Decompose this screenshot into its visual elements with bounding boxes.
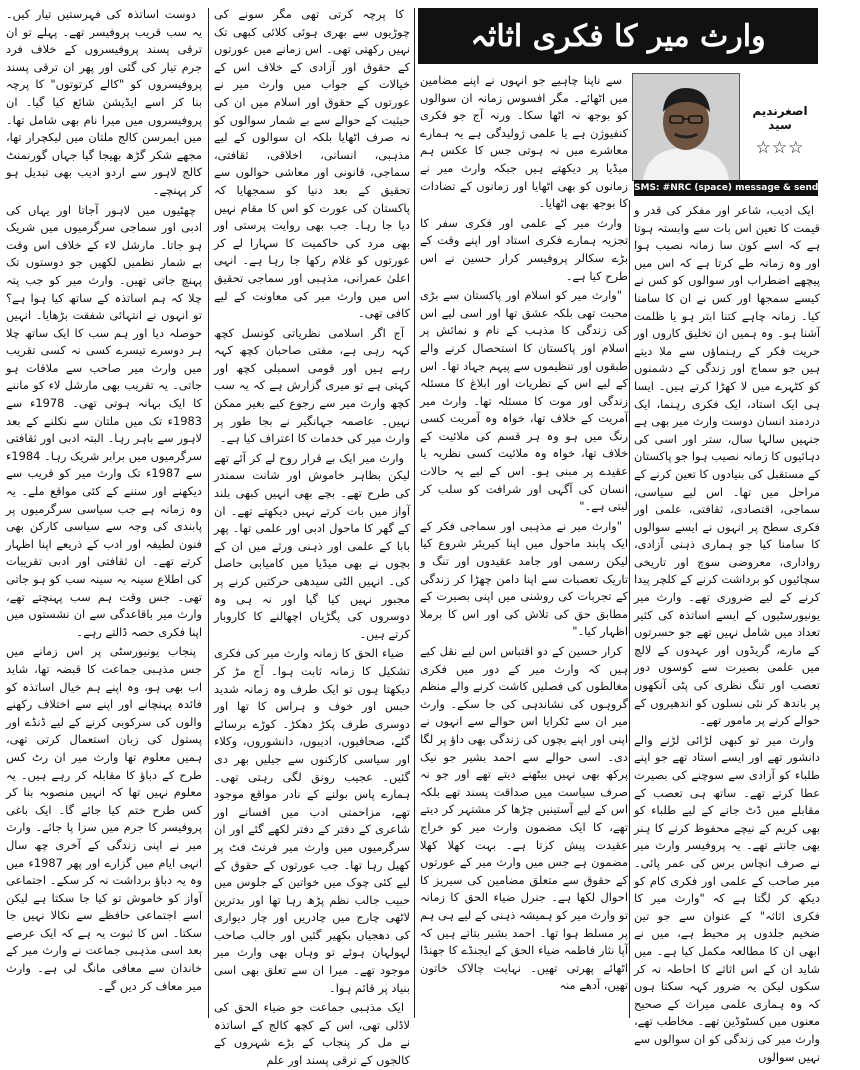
column-2-paragraph: آج اگر اسلامی نظریاتی کونسل کچھ کہہ رہی ہے، مفتی صاحبان کچھ کہہ رہے ہیں اور قومی اسمبلی کچھ اور کہتی ہے تو میری گزارش ہے کہ یہ سب کچھ وارث میر سے رجوع کیے بغیر ممکن نہیں۔ عاصمہ جہانگیر نے بجا طور پر وارث میر کی خدمات کا اعتراف کیا ہے۔ [214, 325, 410, 446]
author-photo [632, 73, 740, 181]
author-name: اصغرندیم سید [752, 104, 808, 132]
column-divider [208, 8, 209, 1018]
author-portrait-image [633, 74, 739, 180]
headline-banner [418, 8, 818, 64]
column-2-paragraph: ضیاء الحق کا زمانہ وارث میر کی فکری تشکیل کا زمانہ ثابت ہوا۔ آج مڑ کر دیکھتا ہوں تو ایک طرف وہ زمانہ شدید حبس اور خوف و ہراس کا تھا اور دوسری طرف پکڑ دھکڑ۔ کوڑے برسائے گئے، صحافیوں، ادیبوں، دانشوروں، وکلاء اور سیاسی کارکنوں سے جیلیں بھر دی گئیں۔ عجیب رونق لگی رہتی تھی۔ ہمارے پاس بولنے کے نادر مواقع موجود تھے، مزاحمتی ادب میں افسانے اور شاعری کے دفتر کے دفتر لکھے گئے اور ان سرگرمیوں میں وارث میر فرنٹ فٹ پر کھیل رہا تھا۔ جب عورتوں کے حقوق کے لیے کئی چوک میں خواتین کے جلوس میں حبیب جالب نظم پڑھ رہا تھا اور بدترین لاٹھی چارج میں چادریں اور چار دیواری کی دھجیاں بکھیر گئیں اور جالب صاحب لہولہان ہوئے تو وہاں بھی وارث میر موجود تھے۔ میرا ان سے تعلق بھی اسی بنیاد پر قائم ہوا۔ [214, 646, 410, 995]
column-3-paragraph: سے ناپنا چاہیے جو انہوں نے اپنے مضامین میں اٹھائے۔ مگر افسوس زمانہ ان سوالوں کو بوجھ نہ اٹھا سکا۔ ورنہ آج جو فکری کنفیوژن ہے یا علمی ژولیدگی ہے یہ ہمارے معاشرے میں نہ ہوتی جس کا عکس ہم میڈیا پر دیکھتے ہیں جبکہ وارث میر نے زمانوں کو بھی اٹھایا اور زمانوں کے تضادات کا بوجھ بھی اٹھایا۔ [420, 73, 628, 211]
column-3-paragraph: کرار حسین کے دو اقتباس اس لیے نقل کیے ہیں کہ وارث میر کے دور میں فکری مغالطوں کی فصلیں کاشت کرنے والے منظم گروہوں کی نشاندہی کی جا سکے۔ وارث میر ان سے ٹکرایا اس حوالے سے انہوں نے اپنی اور اپنے بچوں کی زندگی بھی داؤ پر لگا دی۔ اسی حوالے سے احمد بشیر جو نیک پرکھ بھی نہیں بیٹھنے دیتے تھے اور جو نہ صرف سیاست میں صداقت پسند تھے بلکہ اس کے لیے آستینیں چڑھا کر مشتہر کر دیتے تھے، کا ایک مضمون وارث میر کو خراج عقیدت پیش کرتا ہے۔ بہت کھلا کھلا مضمون ہے جس میں وارث میر کے عورتوں کے حقوق سے متعلق مضامین کی سیریز کا احوال لکھا ہے۔ جنرل ضیاء الحق کا زمانہ تو وارث میر کو ہمیشہ ذہنی کے لیے ہی ہم پر مسلط ہوا تھا۔ احمد بشیر بتاتے ہیں کہ آپا نثار فاطمہ ضیاء الحق کے ایجنڈے کا جھنڈا اٹھائے پھرتی تھیں۔ نہایت چالاک خاتون تھیں، آدھے منہ [420, 644, 628, 993]
column-divider [414, 8, 415, 1018]
column-1-paragraph: چھٹیوں میں لاہور آجاتا اور یہاں کی ادبی اور سماجی سرگرمیوں میں شریک ہو جاتا۔ مارشل لاء کے خلاف اس وقت بے شمار نظمیں لکھیں جو دوستوں تک پہنچ جاتی تھیں۔ وارث میر کو جب پتہ چلا کہ ہم اساتذہ کے ساتھ کیا ہوا ہے؟ تو انہوں نے انتہائی شفقت بڑھایا۔ انہیں حوصلہ دیا اور ہم سب کا ایک ساتھ چلا ہر دوسرے تیسرے کسی نہ کسی تقریب میں وارث میر صاحب سے ملاقات ہو جاتی۔ یہ تقریب بھی مارشل لاء کو ماننے کا ایک بہانہ ہوتی تھی۔ 1978ء سے 1983ء تک میں ملتان سے نکلنے کے بعد لاہور سے باہر رہا۔ البتہ ادبی اور ثقافتی سرگرمیوں میں برابر شریک رہا۔ 1984ء سے 1987ء تک وارث میر کو قریب سے دیکھنے اور سننے کے کئی مواقع ملے۔ یہ وہ زمانہ ہے جب سیاسی سرگرمیوں پر پابندی کی وجہ سے سیاسی کارکن بھی فنون لطیفہ اور ادب کے ذریعے اپنا اظہار کرتے تھے۔ ان ثقافتی اور ادبی تقریبات کی اطلاع سینہ بہ سینہ سب کو ہو جاتی تھی۔ جس وقت ہم سب پہنچتے تھے، وارث میر باقاعدگی سے ان نشستوں میں اپنا فکری حصہ ڈالتے رہے۔ [6, 202, 203, 639]
column-3-paragraph: وارث میر کے علمی اور فکری سفر کا تجزیہ ہمارے فکری استاد اور اپنے وقت کے بڑے سکالر پروفیسر کرار حسین نے اس طرح کیا ہے۔ [420, 215, 628, 283]
column-2-paragraph: ایک مذہبی جماعت جو ضیاء الحق کی لاڈلی تھی، اس کے کچھ کالج کے اساتذہ نے مل کر پنجاب کے بڑے شہروں کے کالجوں کے ترقی پسند اور علم [214, 1000, 410, 1068]
sms-info-strip: SMS: #NRC (space) message & send to 8001 [634, 180, 818, 196]
column-1-paragraph: پنجاب یونیورسٹی پر اس زمانے میں جس مذہبی جماعت کا قبضہ تھا، شاید اب بھی ہو، وہ اپنے ہم خیال اساتذہ کو فائدہ پہنچانے اور اپنے سے اختلاف رکھنے والوں کی سرکوبی کرنے کے لیے ڈنڈے اور پستول کی زبان استعمال کرتی تھی، ہمیں معلوم تھا وارث میر ان رٹ کس طرح کے دباؤ کا مقابلہ کر رہے ہیں۔ یہ معلوم نہیں تھا کہ انہیں منصوبہ بنا کر کس طرح ختم کیا جائے گا۔ ایک باغی پروفیسر کا جرم میں سزا پا جائے۔ وارث میر نے اپنی زندگی کے آخری چھ سال انہی ایام میں گزارے اور پھر 1987ء میں وہ یہ دباؤ برداشت نہ کر سکے۔ اجتماعی آواز کو خاموش تو کیا جا سکتا ہے لیکن اسے اجتماعی حافظے سے نکالا نہیں جا سکتا۔ اس کا ثبوت یہ ہے کہ ایک عرصے بعد اسی مذہبی جماعت نے وارث میر کے خاندان سے معافی مانگ لی ہے۔ وارث میر معاف کر دیں گے۔ [6, 644, 202, 993]
column-1 [6, 6, 202, 1020]
column-2 [214, 6, 410, 1068]
headline-title: وارث میر کا فکری اثاثہ [470, 18, 766, 54]
column-4-paragraph: ایک ادیب، شاعر اور مفکر کی قدر و قیمت کا تعین اس بات سے وابستہ ہوتا ہے کہ اسے کون سا زمانہ نصیب ہوا اور وہ زمانہ طے کرتا ہے کہ اس میں پیچھے اضطراب اور سوالوں کو کس نے کیسے سمجھا اور کس نے ان کا سامنا کیا۔ زمانہ چاہے کتنا ابتر ہو یا ظلمت آشنا ہو۔ وہ ہمیں ان تخلیق کاروں اور حریت فکر کے رہنماؤں سے ملا دیتے ہیں جو سماج اور زندگی کے دشمنوں کو کٹہرے میں لا کھڑا کرتے ہیں۔ ایسا ہی ایک استاد، ایک فکری رہنما، ایک دردمند انسان دوست وارث میر بھی ہے جنہیں سالہا سال، ستر اور اسی کی دہائیوں کا زمانہ نصیب ہوا جو پاکستان کے مستقبل کی بنیادوں کا تعین کرنے کے مراحل میں تھا۔ اس لیے سیاسی، سماجی، اقتصادی، ثقافتی، علمی اور فکری سطح پر انہوں نے ایسے سوالوں کا سامنا کیا جو ہماری ذہنی آزادی، رواداری، معروضی سوچ اور تاریخی سچائیوں کو برداشت کرنے کے کلچر پیدا کرنے کے لیے ضروری تھے۔ وارث میر یونیورسٹیوں کے ایسے اساتذہ کی کثیر تعداد میں شامل نہیں تھے جو حسرتوں کے مارے، گریڈوں اور عہدوں کے لالچ میں علمی بصیرت سے کوسوں دور تعصب اور تنگ نظری کی پٹی آنکھوں پر باندھ کر نئی نسلوں کو اندھیروں کے حوالے کرنے پر مامور تھے۔ [634, 203, 820, 728]
column-3 [420, 72, 628, 1020]
column-3-paragraph: "وارث میر کو اسلام اور پاکستان سے بڑی محبت تھی بلکہ عشق تھا اور اسی لیے اس کی زندگی کا مذہب کے نام و نمائش پر اسلام اور پاکستان کا استحصال کرنے والے طبقوں اور تنظیموں سے پیہم جہاد تھا۔ اس کے لیے اس کے نظریات اور ابلاغ کا مسئلہ زندگی اور موت کا مسئلہ تھا۔ وارث میر آمریت کے خلاف تھا، خواہ وہ آمریت کسی رنگ میں ہو وہ ہر قسم کی ملائیت کے خلاف تھا، خواہ وہ ملائیت کسی نظریہ یا عقیدے پر مبنی ہو۔ اس کے لیے یہ حالات انسان کی آگہی اور شرافت کو سلب کر لیتی ہے۔" [420, 288, 628, 514]
column-1-paragraph: دوست اساتذہ کی فہرستیں تیار کیں۔ یہ سب قریب پروفیسر تھے۔ پہلے تو ان ترقی پسند پروفیسروں کے خلاف فرد جرم تیار کی گئی اور پھر ان ترقی پسند پروفیسروں کو "کالے کرتوتوں" کا پرچہ بنا کر اسے ایڈیشن شائع کیا گیا۔ ان پروفیسروں میں میرا نام بھی شامل تھا۔ میں ایمرسن کالج ملتان میں لیکچرار تھا، مجھے شکر گڑھ بھیجا گیا جہاں گورنمنٹ کالج لاہور سے اردو ادیب بھی تبدیل ہو کر پہنچے۔ [6, 7, 202, 197]
column-2-paragraph: کا پرچہ کرتی تھی مگر سونے کی چوڑیوں سے بھری ہوئی کلائی کبھی تک نہیں رکھتی تھی۔ اس زمانے میں عورتوں کے حقوق اور آزادی کے خلاف اس کے خیالات کے جواب میں وارث میر نے عورتوں کے حقوق اور اسلام میں ان کی حیثیت کے حوالے سے بے شمار سوالوں کو نہ صرف اٹھایا بلکہ ان سوالوں کے لیے مذہبی، انسانی، اخلاقی، ثقافتی، سماجی، قانونی اور معاشی حوالوں سے تحقیق کے بعد دنیا کو سمجھایا کہ پاکستان کی عورت کو اس کا مقام نہیں دیا جا رہا۔ جب بھی روایت پرستی اور بھی مرد کی حاکمیت کا سہارا لے کر عورتوں کو غلام رکھا جا رہا ہے۔ انہی اعلیٰ عمرانی، مذہبی اور سماجی تحقیق اس میں وارث میر کی معاونت کے لیے کافی تھی۔ [214, 7, 410, 321]
column-divider [629, 200, 630, 1018]
rating-stars-icon: ☆☆☆ [755, 138, 805, 158]
column-2-paragraph: وارث میر ایک بے قرار روح لے کر آئے تھے لیکن بظاہر خاموش اور شانت سمندر کی طرح تھے۔ بچے بھی انہیں کبھی بلند آواز میں بات کرتے نہیں دیکھتے تھے۔ ان کے گھر کا ماحول ادبی اور علمی تھا۔ پھر بابا کے علمی اور ذہنی ورثے میں ان کے بچوں نے بھی میڈیا میں کامیابی حاصل کی۔ انہیں الٹی سیدھی حرکتیں کرنے پر مجبور نہیں کیا گیا اور نہ ہی وہ دوسروں کی پگڑیاں اچھالنے کا کاروبار کرتے ہیں۔ [214, 450, 410, 641]
column-4-paragraph: وارث میر تو کبھی لڑائی لڑنے والے دانشور تھے اور ایسے استاد تھے جو اپنے طلباء کو آزادی سے سوچنے کی بصیرت عطا کرتے تھے۔ ساتھ ہی تعصب کے مقابلے میں ڈٹ جانے کے لیے طلباء کو بھی کریم کے نیچے محفوظ کرنے کا ہنر بھی جانتے تھے۔ یہ پروفیسر وارث میر نے صرف انچاس برس کی عمر پائی۔ میر صاحب کے علمی اور فکری کام کو دیکھ کر لگتا ہے کہ "وارث میر کا فکری اثاثہ" کے عنوان سے جو تین ضخیم جلدوں پر محیط ہے، میں نے ابھی ان کا مطالعہ مکمل کیا ہے۔ میں شاید ان کے اس اثاثے کا احاطہ نہ کر سکوں لیکن یہ ضرور کہہ سکتا ہوں کہ وہ ہماری علمی میراث کے صحیح معنوں میں کسٹوڈین تھے۔ مخاطب تھے، وارث میر کی زندگی کو ان سوالوں سے نہیں سوالوں [634, 732, 820, 1064]
column-3-paragraph: "وارث میر نے مذہبی اور سماجی فکر کے ایک پابند ماحول میں اپنا کیریئر شروع کیا لیکن رسمی اور جامد عقیدوں اور تنگ و تاریک تعصبات سے اپنا دامن چھڑا کر زندگی کے تجربات کی روشنی میں اپنی بصیرت کے مطابق حق کی تلاش کی اور اس کا برملا اظہار کیا۔" [420, 518, 628, 639]
column-4 [634, 202, 820, 1064]
